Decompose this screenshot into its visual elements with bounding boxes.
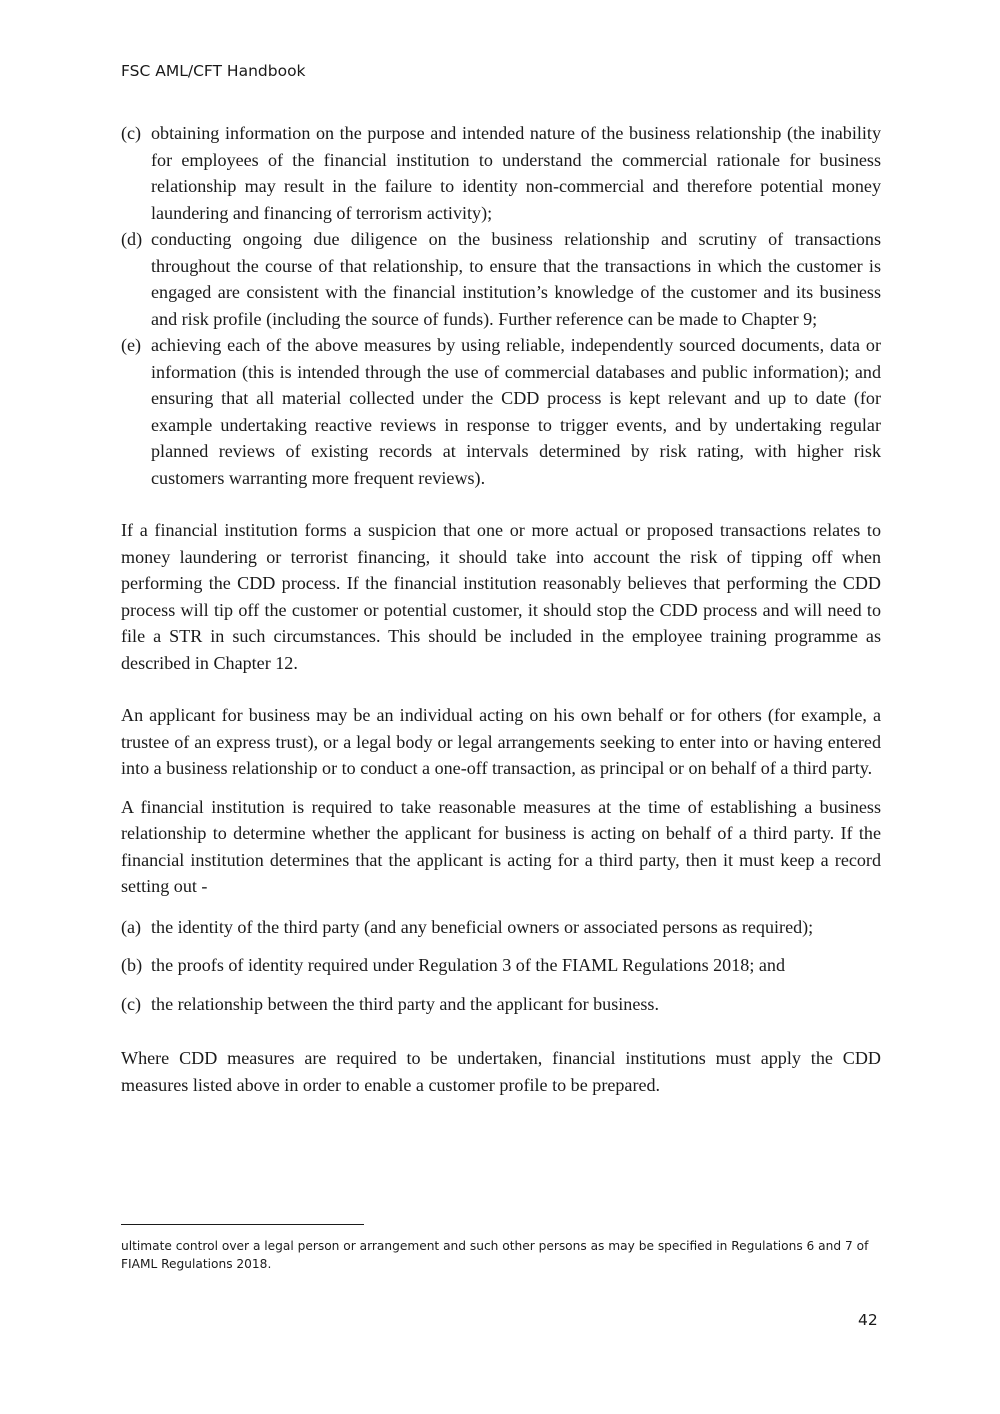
page-number: 42 bbox=[858, 1311, 878, 1329]
list-item-text: obtaining information on the purpose and intended nature of the business relationship (the inability for employees of the financial institution to understand the commercial rationale for business relationship may result in the failure to identity non-commercial and therefore potential money laundering and financing of terrorism activity); bbox=[151, 123, 881, 223]
paragraph-applicant: An applicant for business may be an individual acting on his own behalf or for others (for example, a trustee of an express trust), or a legal body or legal arrangements seeking to enter into or having entered into a business relationship or to conduct a one-off transaction, as principal or on behalf of a third party. bbox=[121, 705, 881, 778]
list-marker: (b) bbox=[121, 955, 143, 975]
list-marker: (d) bbox=[121, 229, 143, 249]
list-item-text: the proofs of identity required under Regulation 3 of the FIAML Regulations 2018; and bbox=[151, 955, 785, 975]
list-item bbox=[121, 332, 881, 491]
footnote-divider bbox=[121, 1224, 364, 1225]
list-item bbox=[121, 226, 881, 332]
list-item bbox=[121, 120, 881, 226]
list-marker: (c) bbox=[121, 123, 142, 143]
list-item bbox=[121, 991, 881, 1018]
list-item-text: achieving each of the above measures by using reliable, independently sourced documents, data or information (this is intended through the use of commercial databases and public information); and ensuring that all material collected under the CDD process is kept relevant and up to date (for example undertaking reactive reviews in response to trigger events, and by undertaking regular planned reviews of existing records at intervals determined by risk rating, with higher risk customers warranting more frequent reviews). bbox=[151, 335, 881, 488]
list-marker: (e) bbox=[121, 335, 142, 355]
list-item-text: the identity of the third party (and any beneficial owners or associated persons as required); bbox=[151, 916, 814, 937]
footnote-text: ultimate control over a legal person or arrangement and such other persons as may be specified in Regulations 6 and 7 of FIAML Regulations 2018. bbox=[121, 1239, 869, 1271]
paragraph-tipping-off: If a financial institution forms a suspicion that one or more actual or proposed transactions relates to money laundering or terrorist financing, it should take into account the risk of tipping off when performing the CDD process. If the financial institution reasonably believes that performing the CDD process will tip off the customer or potential customer, it should stop the CDD process and will need to file a STR in such circumstances. This should be included in the employee training programme as described in Chapter 12. bbox=[121, 520, 881, 673]
list-item bbox=[121, 952, 881, 979]
list-item-text: conducting ongoing due diligence on the business relationship and scrutiny of transactions throughout the course of that relationship, to ensure that the transactions in which the customer is engaged are consistent with the financial institution’s knowledge of the customer and its business and risk profile (including the source of funds). Further reference can be made to Chapter 9; bbox=[151, 229, 881, 329]
page-body bbox=[121, 120, 881, 1098]
paragraph-cdd-measures: Where CDD measures are required to be undertaken, financial institutions must apply the CDD measures listed above in order to enable a customer profile to be prepared. bbox=[121, 1048, 881, 1095]
list-item-text: the relationship between the third party and the applicant for business. bbox=[151, 993, 659, 1014]
list-item bbox=[121, 914, 881, 941]
paragraph-third-party: A financial institution is required to take reasonable measures at the time of establishing a business relationship to determine whether the applicant for business is acting on behalf of a third party. If the financial institution determines that the applicant is acting for a third party, then it must keep a record setting out - bbox=[121, 796, 881, 896]
list-marker: (a) bbox=[121, 916, 142, 937]
running-header: FSC AML/CFT Handbook bbox=[121, 62, 306, 80]
list-marker: (c) bbox=[121, 993, 142, 1014]
